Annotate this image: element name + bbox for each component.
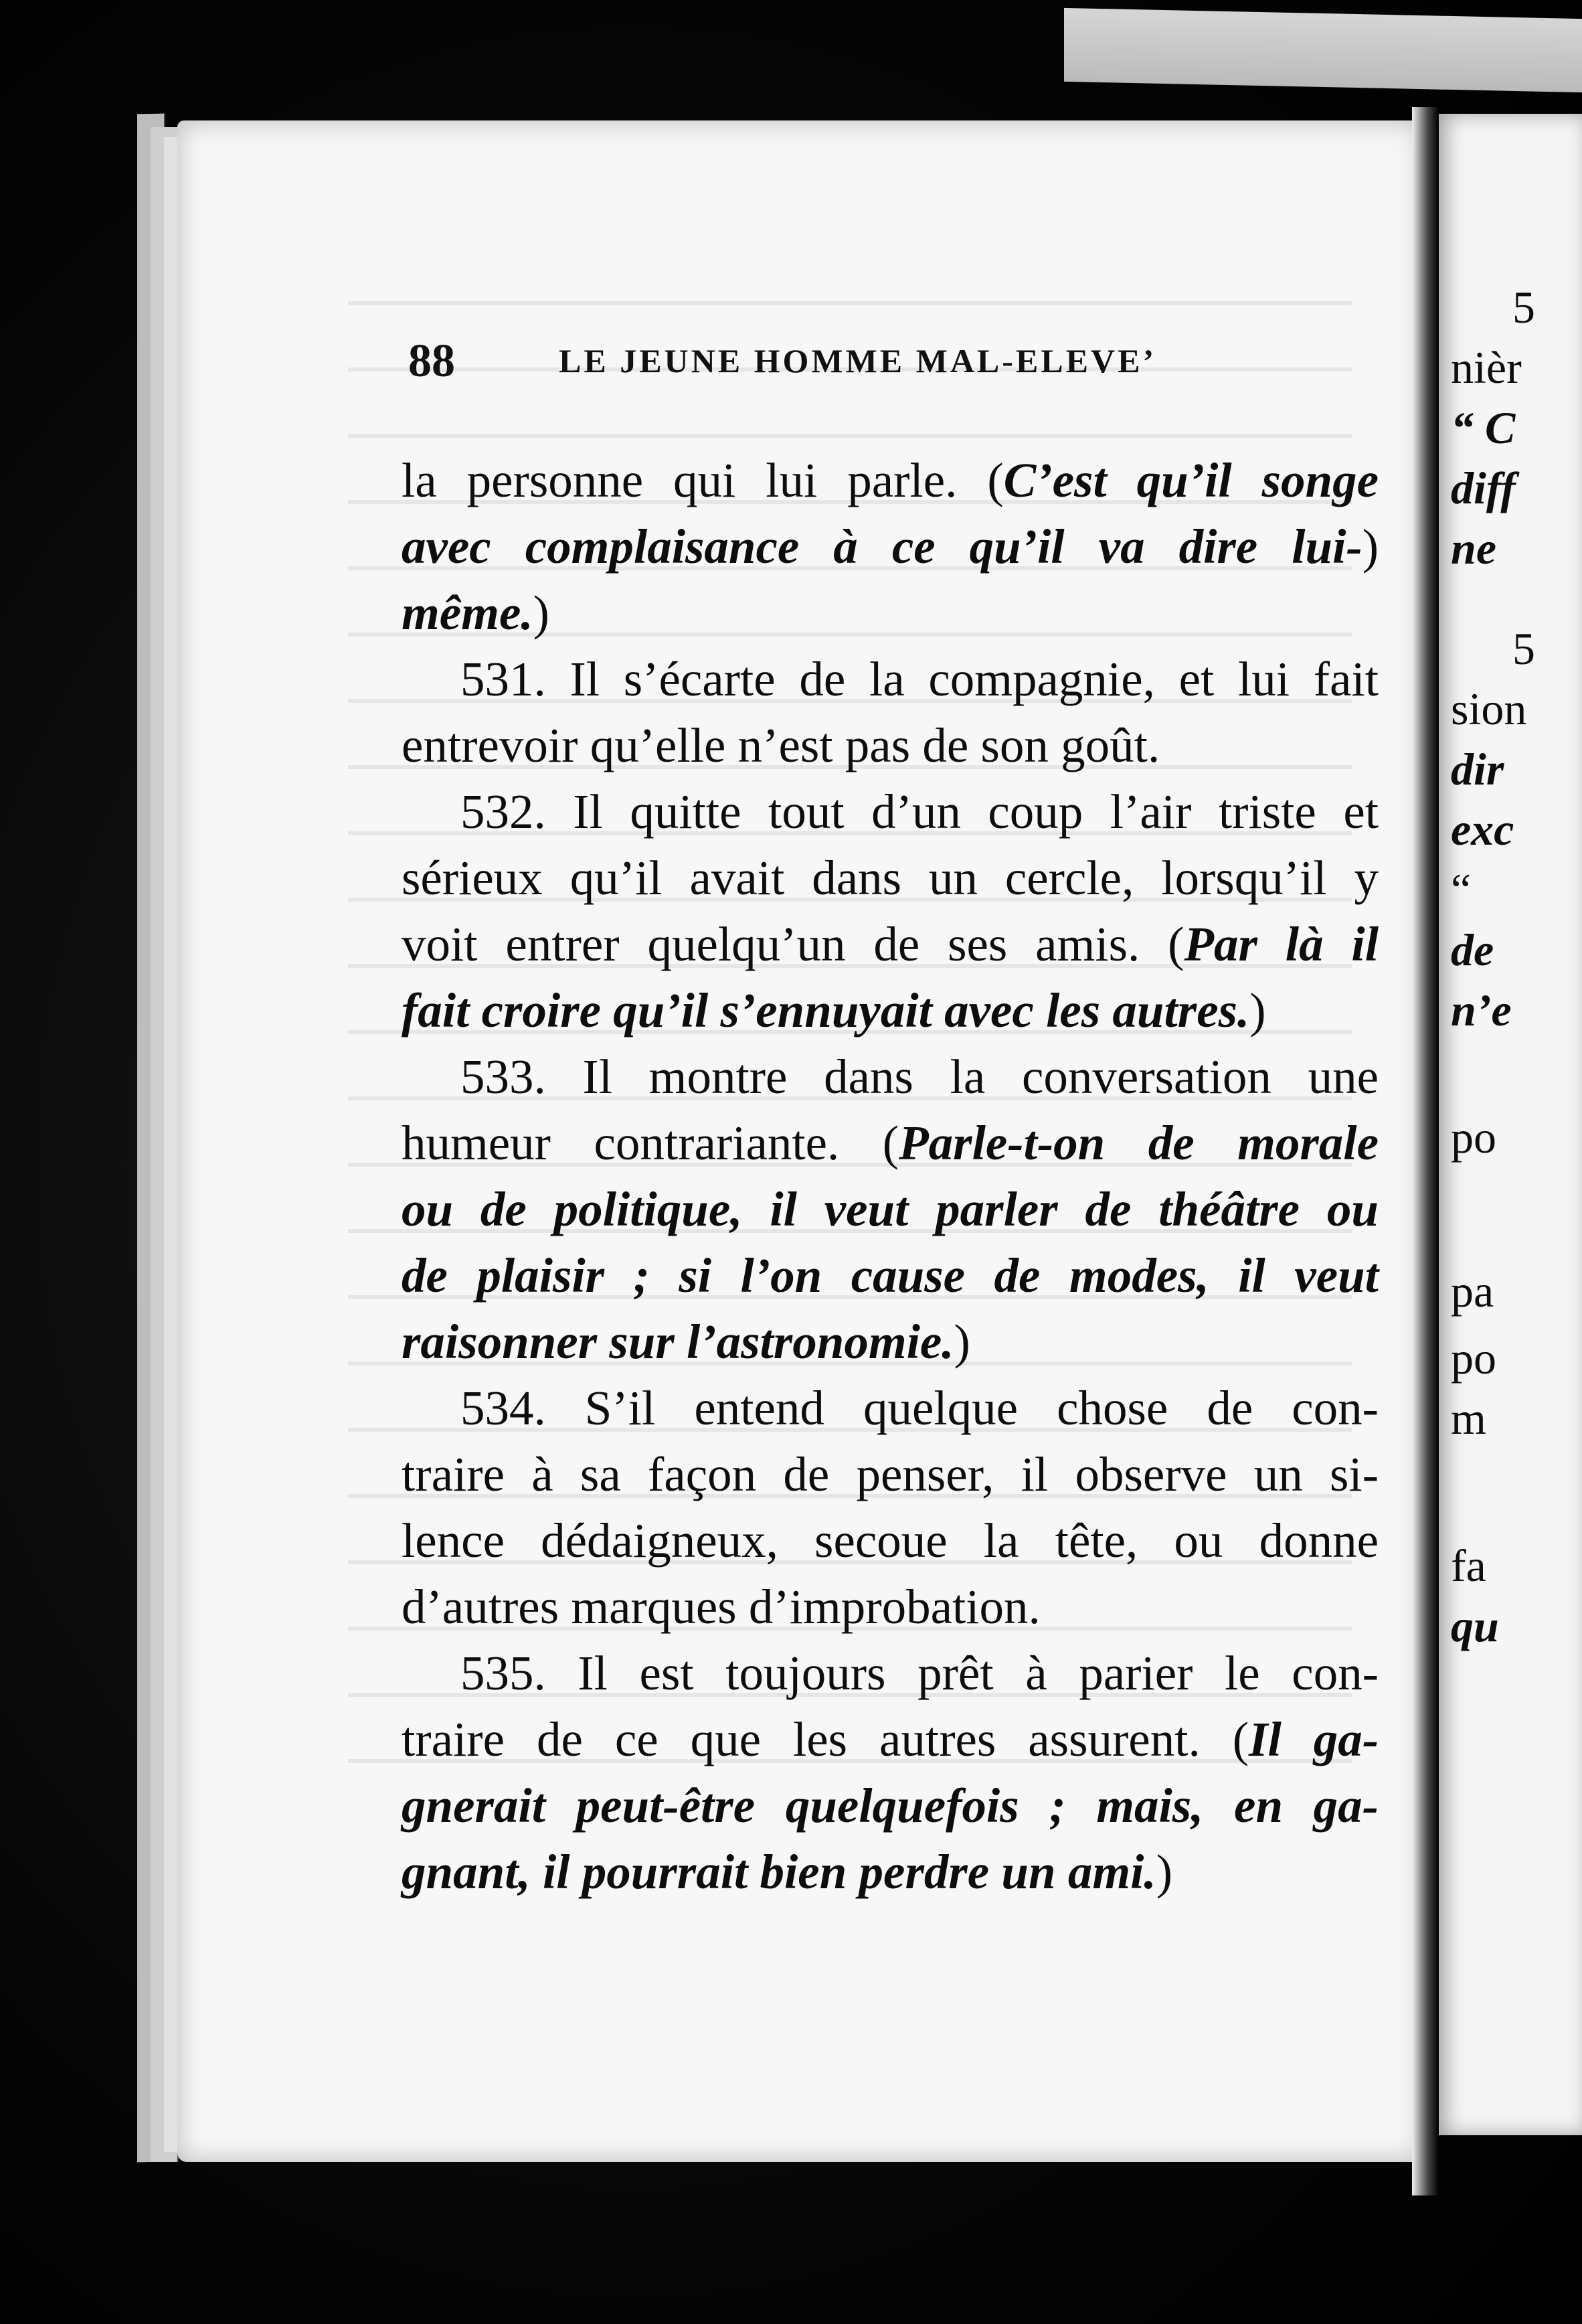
text-roman: traire à sa façon de penser, il observe un si- (402, 1447, 1379, 1501)
body-text (402, 447, 1379, 1905)
text-line (402, 845, 1379, 911)
text-roman: 532. Il quitte tout d’un coup l’air triste et (460, 784, 1379, 839)
text-line (402, 513, 1379, 580)
text-roman: la personne qui lui parle. ( (402, 453, 1004, 507)
text-italic: raisonner sur l’astronomie. (402, 1315, 954, 1369)
text-italic: avec complaisance à ce qu’il va dire lui- (402, 519, 1363, 574)
text-line (402, 1640, 1379, 1706)
text-line (402, 977, 1379, 1044)
text-roman: humeur contrariante. ( (402, 1116, 899, 1170)
text-closing: ) (533, 586, 549, 640)
right-page-fragment: de (1451, 924, 1494, 975)
text-line (402, 712, 1379, 778)
text-line (402, 1441, 1379, 1507)
right-page-fragment: sion (1451, 683, 1527, 734)
text-roman: lence dédaigneux, secoue la tête, ou donne (402, 1513, 1379, 1568)
text-italic: Par là il (1184, 917, 1379, 971)
text-closing: ) (954, 1315, 970, 1369)
running-title: LE JEUNE HOMME MAL-ELEVE’ (559, 342, 1157, 380)
text-roman: 533. Il montre dans la conversation une (460, 1050, 1379, 1104)
text-line (402, 1044, 1379, 1110)
text-line (402, 1110, 1379, 1176)
right-page-fragment: 5 (1512, 623, 1535, 674)
text-line (402, 580, 1379, 646)
right-page-fragment: 5 (1512, 282, 1535, 333)
right-page-fragment: qu (1451, 1600, 1499, 1651)
text-italic: Il ga- (1249, 1712, 1379, 1766)
right-page-fragment: diff (1451, 463, 1516, 513)
text-roman: traire de ce que les autres assurent. ( (402, 1712, 1249, 1766)
right-page-fragment: exc (1451, 804, 1514, 855)
book-page-right (1439, 114, 1582, 2135)
running-head (408, 335, 1392, 388)
text-italic: Parle-t-on de morale (899, 1116, 1379, 1170)
page-number: 88 (408, 335, 455, 387)
text-italic: gnerait peut-être quelquefois ; mais, en ga- (402, 1778, 1379, 1833)
text-line (402, 1176, 1379, 1242)
text-italic: même. (402, 586, 533, 640)
text-italic: fait croire qu’il s’ennuyait avec les autres. (402, 983, 1250, 1038)
text-closing: ) (1249, 983, 1266, 1038)
text-roman: 535. Il est toujours prêt à parier le con- (460, 1646, 1379, 1700)
text-line (402, 911, 1379, 977)
right-page-fragment: fa (1451, 1540, 1486, 1591)
text-line (402, 1772, 1379, 1839)
text-line (402, 1242, 1379, 1309)
right-page-fragment: n’e (1451, 985, 1512, 1035)
text-closing: ) (1156, 1845, 1172, 1899)
right-page-fragment: dir (1451, 744, 1504, 795)
book-gutter (1412, 107, 1439, 2195)
text-italic: de plaisir ; si l’on cause de modes, il veut (402, 1248, 1379, 1303)
text-line (402, 1375, 1379, 1441)
right-page-fragment: nièr (1451, 342, 1522, 393)
right-page-fragment: “ C (1451, 402, 1516, 453)
text-line (402, 1574, 1379, 1640)
text-line (402, 646, 1379, 712)
text-roman: sérieux qu’il avait dans un cercle, lorsqu’il y (402, 851, 1379, 905)
text-italic: C’est qu’il songe (1003, 453, 1379, 507)
top-page-strip (1064, 8, 1582, 92)
right-page-fragment: pa (1451, 1266, 1494, 1317)
right-page-fragment: m (1451, 1393, 1486, 1444)
right-page-fragment: ne (1451, 523, 1496, 574)
text-line (402, 1839, 1379, 1905)
text-line (402, 447, 1379, 513)
right-page-fragment: “ (1451, 864, 1472, 915)
text-line (402, 778, 1379, 845)
right-page-fragment: po (1451, 1112, 1496, 1163)
text-roman: 534. S’il entend quelque chose de con- (460, 1381, 1379, 1435)
text-line (402, 1706, 1379, 1772)
text-roman: 531. Il s’écarte de la compagnie, et lui fait (460, 652, 1379, 706)
text-italic: ou de politique, il veut parler de théâtre ou (402, 1182, 1379, 1236)
text-italic: gnant, il pourrait bien perdre un ami. (402, 1845, 1156, 1899)
text-roman: d’autres marques d’improbation. (402, 1580, 1041, 1634)
text-roman: voit entrer quelqu’un de ses amis. ( (402, 917, 1184, 971)
text-roman: entrevoir qu’elle n’est pas de son goût. (402, 718, 1160, 772)
text-line (402, 1507, 1379, 1574)
right-page-fragment: po (1451, 1333, 1496, 1384)
text-line (402, 1309, 1379, 1375)
text-closing: ) (1362, 519, 1379, 574)
